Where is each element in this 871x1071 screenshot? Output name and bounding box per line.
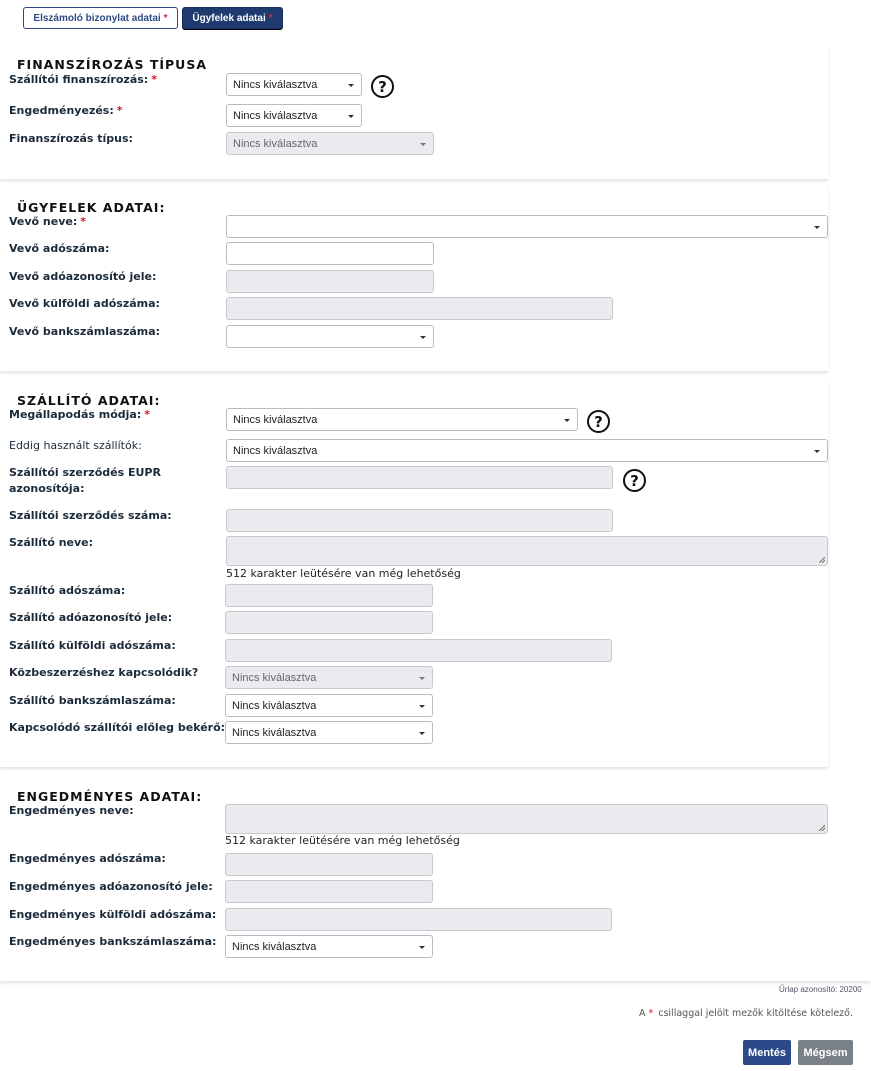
required-star: * xyxy=(163,12,168,24)
advance-request-select[interactable]: Nincs kiválasztva xyxy=(225,721,433,744)
buyer-tax-input[interactable] xyxy=(226,242,434,265)
used-suppliers-select[interactable]: Nincs kiválasztva xyxy=(226,439,828,462)
buyer-foreign-tax-label: Vevő külföldi adószáma: xyxy=(9,297,160,310)
buyer-tax-label: Vevő adószáma: xyxy=(9,242,110,255)
tab-label: Elszámoló bizonylat adatai xyxy=(33,12,161,24)
assignee-name-hint: 512 karakter leütésére van még lehetőség xyxy=(225,834,460,847)
buyer-name-label: Vevő neve: * xyxy=(9,215,87,228)
buyer-foreign-tax-input xyxy=(226,297,613,320)
buyer-bank-select[interactable] xyxy=(226,325,434,348)
eupr-input xyxy=(226,466,613,489)
chevron-down-icon xyxy=(419,946,425,949)
contract-number-label: Szállítói szerződés száma: xyxy=(9,509,172,522)
required-star: * xyxy=(116,104,123,117)
assignee-bank-select[interactable]: Nincs kiválasztva xyxy=(225,935,433,958)
supplier-section-title: SZÁLLÍTÓ ADATAI: xyxy=(17,393,161,408)
required-star: * xyxy=(144,408,151,421)
financing-type-label: Finanszírozás típus: xyxy=(9,132,133,145)
assignee-bank-label: Engedményes bankszámlaszáma: xyxy=(9,935,217,948)
supplier-tax-label: Szállító adószáma: xyxy=(9,584,126,597)
agreement-method-label: Megállapodás módja: * xyxy=(9,408,151,421)
assignment-label: Engedményezés: * xyxy=(9,104,123,117)
supplier-name-hint: 512 karakter leütésére van még lehetőség xyxy=(226,567,461,580)
supplier-bank-select[interactable]: Nincs kiválasztva xyxy=(225,694,433,717)
advance-request-label: Kapcsolódó szállítói előleg bekérő: xyxy=(9,721,226,734)
procurement-select: Nincs kiválasztva xyxy=(225,666,433,689)
form-id: Űrlap azonosító: 20200 xyxy=(779,985,862,994)
supplier-foreign-tax-label: Szállító külföldi adószáma: xyxy=(9,639,176,652)
chevron-down-icon xyxy=(419,677,425,680)
assignment-select[interactable]: Nincs kiválasztva xyxy=(226,104,362,127)
assignee-tax-label: Engedményes adószáma: xyxy=(9,852,166,865)
chevron-down-icon xyxy=(348,84,354,87)
cancel-button[interactable]: Mégsem xyxy=(798,1040,853,1065)
buyer-taxid-label: Vevő adóazonosító jele: xyxy=(9,270,157,283)
assignee-name-textarea xyxy=(225,804,828,834)
chevron-down-icon xyxy=(419,732,425,735)
assignee-section-title: ENGEDMÉNYES ADATAI: xyxy=(17,789,203,804)
assignee-name-label: Engedményes neve: xyxy=(9,804,134,817)
assignee-tax-input xyxy=(225,853,433,876)
supplier-tax-input xyxy=(225,584,433,607)
help-circle-icon[interactable]: ? xyxy=(623,469,646,492)
buyer-bank-label: Vevő bankszámlaszáma: xyxy=(9,325,161,338)
contract-number-input xyxy=(226,509,613,532)
buyer-taxid-input xyxy=(226,270,434,293)
financing-section-title: FINANSZÍROZÁS TÍPUSA xyxy=(17,57,208,72)
supplier-foreign-tax-input xyxy=(225,639,612,662)
agreement-method-select[interactable]: Nincs kiválasztva xyxy=(226,408,578,431)
help-circle-icon[interactable]: ? xyxy=(371,75,394,98)
buyer-name-select[interactable] xyxy=(226,215,828,238)
supplier-name-label: Szállító neve: xyxy=(9,536,94,549)
assignee-foreign-tax-input xyxy=(225,908,612,931)
procurement-label: Közbeszerzéshez kapcsolódik? xyxy=(9,666,199,679)
tab-label: Ügyfelek adatai xyxy=(192,12,266,24)
required-star: * xyxy=(80,215,87,228)
clients-section-title: ÜGYFELEK ADATAI: xyxy=(17,200,166,215)
assignee-taxid-label: Engedményes adóazonosító jele: xyxy=(9,880,213,893)
required-star: * xyxy=(268,12,273,24)
chevron-down-icon xyxy=(419,705,425,708)
required-star: * xyxy=(151,73,157,86)
required-star: * xyxy=(648,1008,654,1019)
assignee-foreign-tax-label: Engedményes külföldi adószáma: xyxy=(9,908,217,921)
required-note: A * csillaggal jelölt mezők kitöltése kötelező. xyxy=(638,1008,853,1019)
chevron-down-icon xyxy=(420,143,426,146)
save-button[interactable]: Mentés xyxy=(743,1040,791,1065)
supplier-bank-label: Szállító bankszámlaszáma: xyxy=(9,694,176,707)
supplier-financing-label: Szállítói finanszírozás: * xyxy=(9,73,157,86)
chevron-down-icon xyxy=(814,450,820,453)
chevron-down-icon xyxy=(564,419,570,422)
help-circle-icon[interactable]: ? xyxy=(587,410,610,433)
supplier-taxid-label: Szállító adóazonosító jele: xyxy=(9,611,173,624)
used-suppliers-label: Eddig használt szállítók: xyxy=(9,439,142,452)
tab-invoice-data[interactable] xyxy=(23,7,178,29)
chevron-down-icon xyxy=(420,336,426,339)
eupr-label: Szállítói szerződés EUPR azonosítója: xyxy=(9,466,161,495)
tab-client-data[interactable] xyxy=(182,7,283,29)
chevron-down-icon xyxy=(348,115,354,118)
financing-type-select: Nincs kiválasztva xyxy=(226,132,434,155)
chevron-down-icon xyxy=(814,226,820,229)
supplier-name-textarea xyxy=(226,536,828,566)
assignee-taxid-input xyxy=(225,880,433,903)
supplier-financing-select[interactable]: Nincs kiválasztva xyxy=(226,73,362,96)
supplier-taxid-input xyxy=(225,611,433,634)
